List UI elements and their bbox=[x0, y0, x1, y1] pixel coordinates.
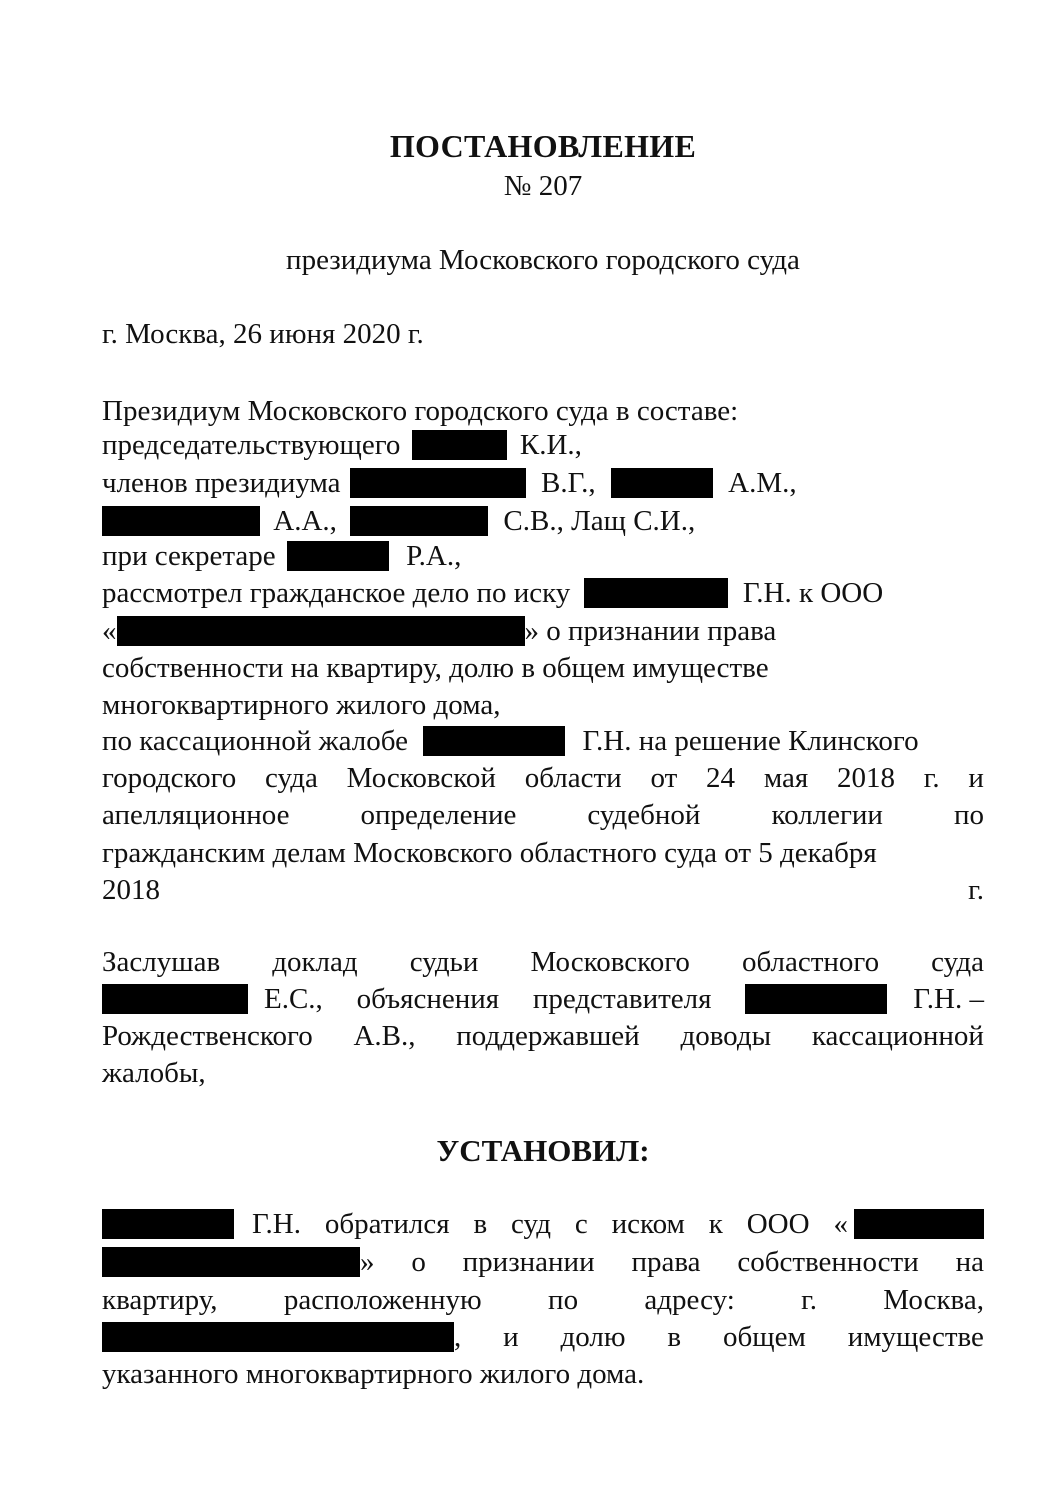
members-line-2 bbox=[102, 504, 695, 538]
word: Е.С., bbox=[264, 983, 323, 1015]
redaction-block bbox=[350, 506, 488, 536]
word: Заслушав bbox=[102, 946, 221, 978]
members-line bbox=[102, 466, 797, 500]
word: адресу: bbox=[644, 1284, 735, 1316]
redaction-block bbox=[287, 541, 389, 571]
word: апелляционное bbox=[102, 799, 290, 831]
word: и bbox=[503, 1321, 519, 1353]
word: Московского bbox=[530, 946, 690, 978]
case-subject-3: многоквартирного жилого дома, bbox=[102, 689, 501, 721]
case-line-d bbox=[102, 873, 984, 907]
appeal-tail: Г.Н. на решение Клинского bbox=[582, 725, 919, 757]
document-number: № 207 bbox=[503, 170, 583, 202]
word: на bbox=[955, 1246, 984, 1278]
word: с bbox=[574, 1208, 588, 1240]
word: области bbox=[524, 762, 622, 794]
case-line-a bbox=[102, 761, 984, 795]
word: суда bbox=[265, 762, 318, 794]
word: признании bbox=[462, 1246, 595, 1278]
word: областного bbox=[741, 946, 880, 978]
redaction-block bbox=[102, 1247, 360, 1277]
redacted-name bbox=[102, 1245, 375, 1279]
word: суда bbox=[931, 946, 984, 978]
redaction-block bbox=[611, 468, 713, 498]
case-subject: » о признании права bbox=[524, 615, 777, 647]
word: Г.Н. – bbox=[913, 983, 984, 1015]
chair-label: председательствующего bbox=[102, 429, 401, 461]
word: имуществе bbox=[847, 1321, 984, 1353]
word: А.В., bbox=[353, 1020, 416, 1052]
member-initials: С.В., Лащ С.И., bbox=[503, 505, 696, 537]
composition-intro: Президиум Московского городского суда в составе: bbox=[102, 395, 739, 427]
word: квартиру, bbox=[102, 1284, 218, 1316]
case-subject-line bbox=[102, 614, 776, 648]
member-initials: А.М., bbox=[728, 467, 797, 499]
case-line-c: гражданским делам Московского областного суда от 5 декабря bbox=[102, 837, 877, 869]
word: 24 bbox=[706, 762, 736, 794]
redacted-name bbox=[833, 1207, 984, 1241]
members-label: членов президиума bbox=[102, 467, 341, 499]
redaction-block bbox=[102, 1209, 234, 1239]
established-line-b bbox=[102, 1245, 984, 1279]
document-title: ПОСТАНОВЛЕНИЕ bbox=[389, 128, 697, 164]
redacted-name bbox=[102, 1207, 301, 1241]
word: доводы bbox=[680, 1020, 772, 1052]
redaction-block bbox=[102, 984, 248, 1014]
word: общем bbox=[723, 1321, 806, 1353]
redacted-name bbox=[745, 982, 984, 1016]
word: по bbox=[953, 799, 984, 831]
appeal-label: по кассационной жалобе bbox=[102, 725, 408, 757]
secretary-initials: Р.А., bbox=[406, 540, 462, 572]
word: расположенную bbox=[283, 1284, 482, 1316]
word: определение bbox=[360, 799, 517, 831]
case-subject-2: собственности на квартиру, долю в общем имуществе bbox=[102, 652, 769, 684]
word: мая bbox=[763, 762, 809, 794]
word: обратился bbox=[324, 1208, 450, 1240]
word: Г.Н. bbox=[252, 1208, 301, 1240]
hearing-line-d: жалобы, bbox=[102, 1057, 206, 1089]
hearing-line-a bbox=[102, 945, 984, 979]
word: в bbox=[473, 1208, 488, 1240]
word: к bbox=[708, 1208, 723, 1240]
case-line bbox=[102, 576, 883, 610]
word: объяснения bbox=[356, 983, 500, 1015]
word: кассационной bbox=[811, 1020, 984, 1052]
word: городского bbox=[102, 762, 237, 794]
case-considered: рассмотрел гражданское дело по иску bbox=[102, 577, 571, 609]
redaction-block bbox=[102, 1322, 454, 1352]
established-heading: УСТАНОВИЛ: bbox=[436, 1133, 650, 1168]
word: » bbox=[360, 1246, 375, 1278]
word: Московской bbox=[346, 762, 496, 794]
word: 2018 bbox=[836, 762, 895, 794]
word: судебной bbox=[587, 799, 701, 831]
established-line-c bbox=[102, 1283, 984, 1317]
word: , bbox=[454, 1321, 462, 1353]
redaction-block bbox=[584, 578, 728, 608]
word: в bbox=[667, 1321, 682, 1353]
redaction-block bbox=[350, 468, 526, 498]
word: иском bbox=[611, 1208, 685, 1240]
word: суд bbox=[511, 1208, 551, 1240]
redaction-block bbox=[102, 506, 260, 536]
redaction-block bbox=[117, 616, 525, 646]
member-initials: В.Г., bbox=[541, 467, 596, 499]
redaction-block bbox=[423, 726, 565, 756]
redaction-block bbox=[854, 1209, 984, 1239]
hearing-line-c bbox=[102, 1019, 984, 1053]
word: г. bbox=[801, 1284, 817, 1316]
word: собственности bbox=[737, 1246, 919, 1278]
place-date: г. Москва, 26 июня 2020 г. bbox=[102, 318, 424, 350]
appeal-line bbox=[102, 724, 919, 758]
word: поддержавшей bbox=[456, 1020, 640, 1052]
established-line-d bbox=[102, 1320, 984, 1354]
word: « bbox=[833, 1208, 848, 1240]
redacted-name bbox=[102, 982, 323, 1016]
word: о bbox=[411, 1246, 426, 1278]
word: коллегии bbox=[771, 799, 883, 831]
established-line-e: указанного многоквартирного жилого дома. bbox=[102, 1358, 645, 1390]
word: г. bbox=[968, 874, 984, 906]
redacted-address bbox=[102, 1320, 461, 1354]
word: 2018 bbox=[102, 874, 160, 906]
word: права bbox=[631, 1246, 701, 1278]
plaintiff-initials: Г.Н. к ООО bbox=[742, 577, 884, 609]
word: и bbox=[968, 762, 984, 794]
case-line-b bbox=[102, 798, 984, 832]
chair-line bbox=[102, 428, 582, 462]
word: Рождественского bbox=[102, 1020, 313, 1052]
word: представителя bbox=[532, 983, 712, 1015]
established-line-a bbox=[102, 1207, 984, 1241]
redaction-block bbox=[412, 430, 507, 460]
word: по bbox=[548, 1284, 579, 1316]
word: доклад bbox=[272, 946, 358, 978]
chair-initials: К.И., bbox=[519, 429, 582, 461]
word: от bbox=[650, 762, 678, 794]
court-name: президиума Московского городского суда bbox=[286, 244, 800, 276]
word: долю bbox=[560, 1321, 626, 1353]
word: ООО bbox=[746, 1208, 810, 1240]
hearing-line-b bbox=[102, 982, 984, 1016]
secretary-line bbox=[102, 539, 461, 573]
word: судьи bbox=[409, 946, 479, 978]
quote-open: « bbox=[102, 615, 117, 647]
word: г. bbox=[923, 762, 940, 794]
word: Москва, bbox=[883, 1284, 984, 1316]
redaction-block bbox=[745, 984, 887, 1014]
member-initials: А.А., bbox=[273, 505, 337, 537]
secretary-label: при секретаре bbox=[102, 540, 276, 572]
